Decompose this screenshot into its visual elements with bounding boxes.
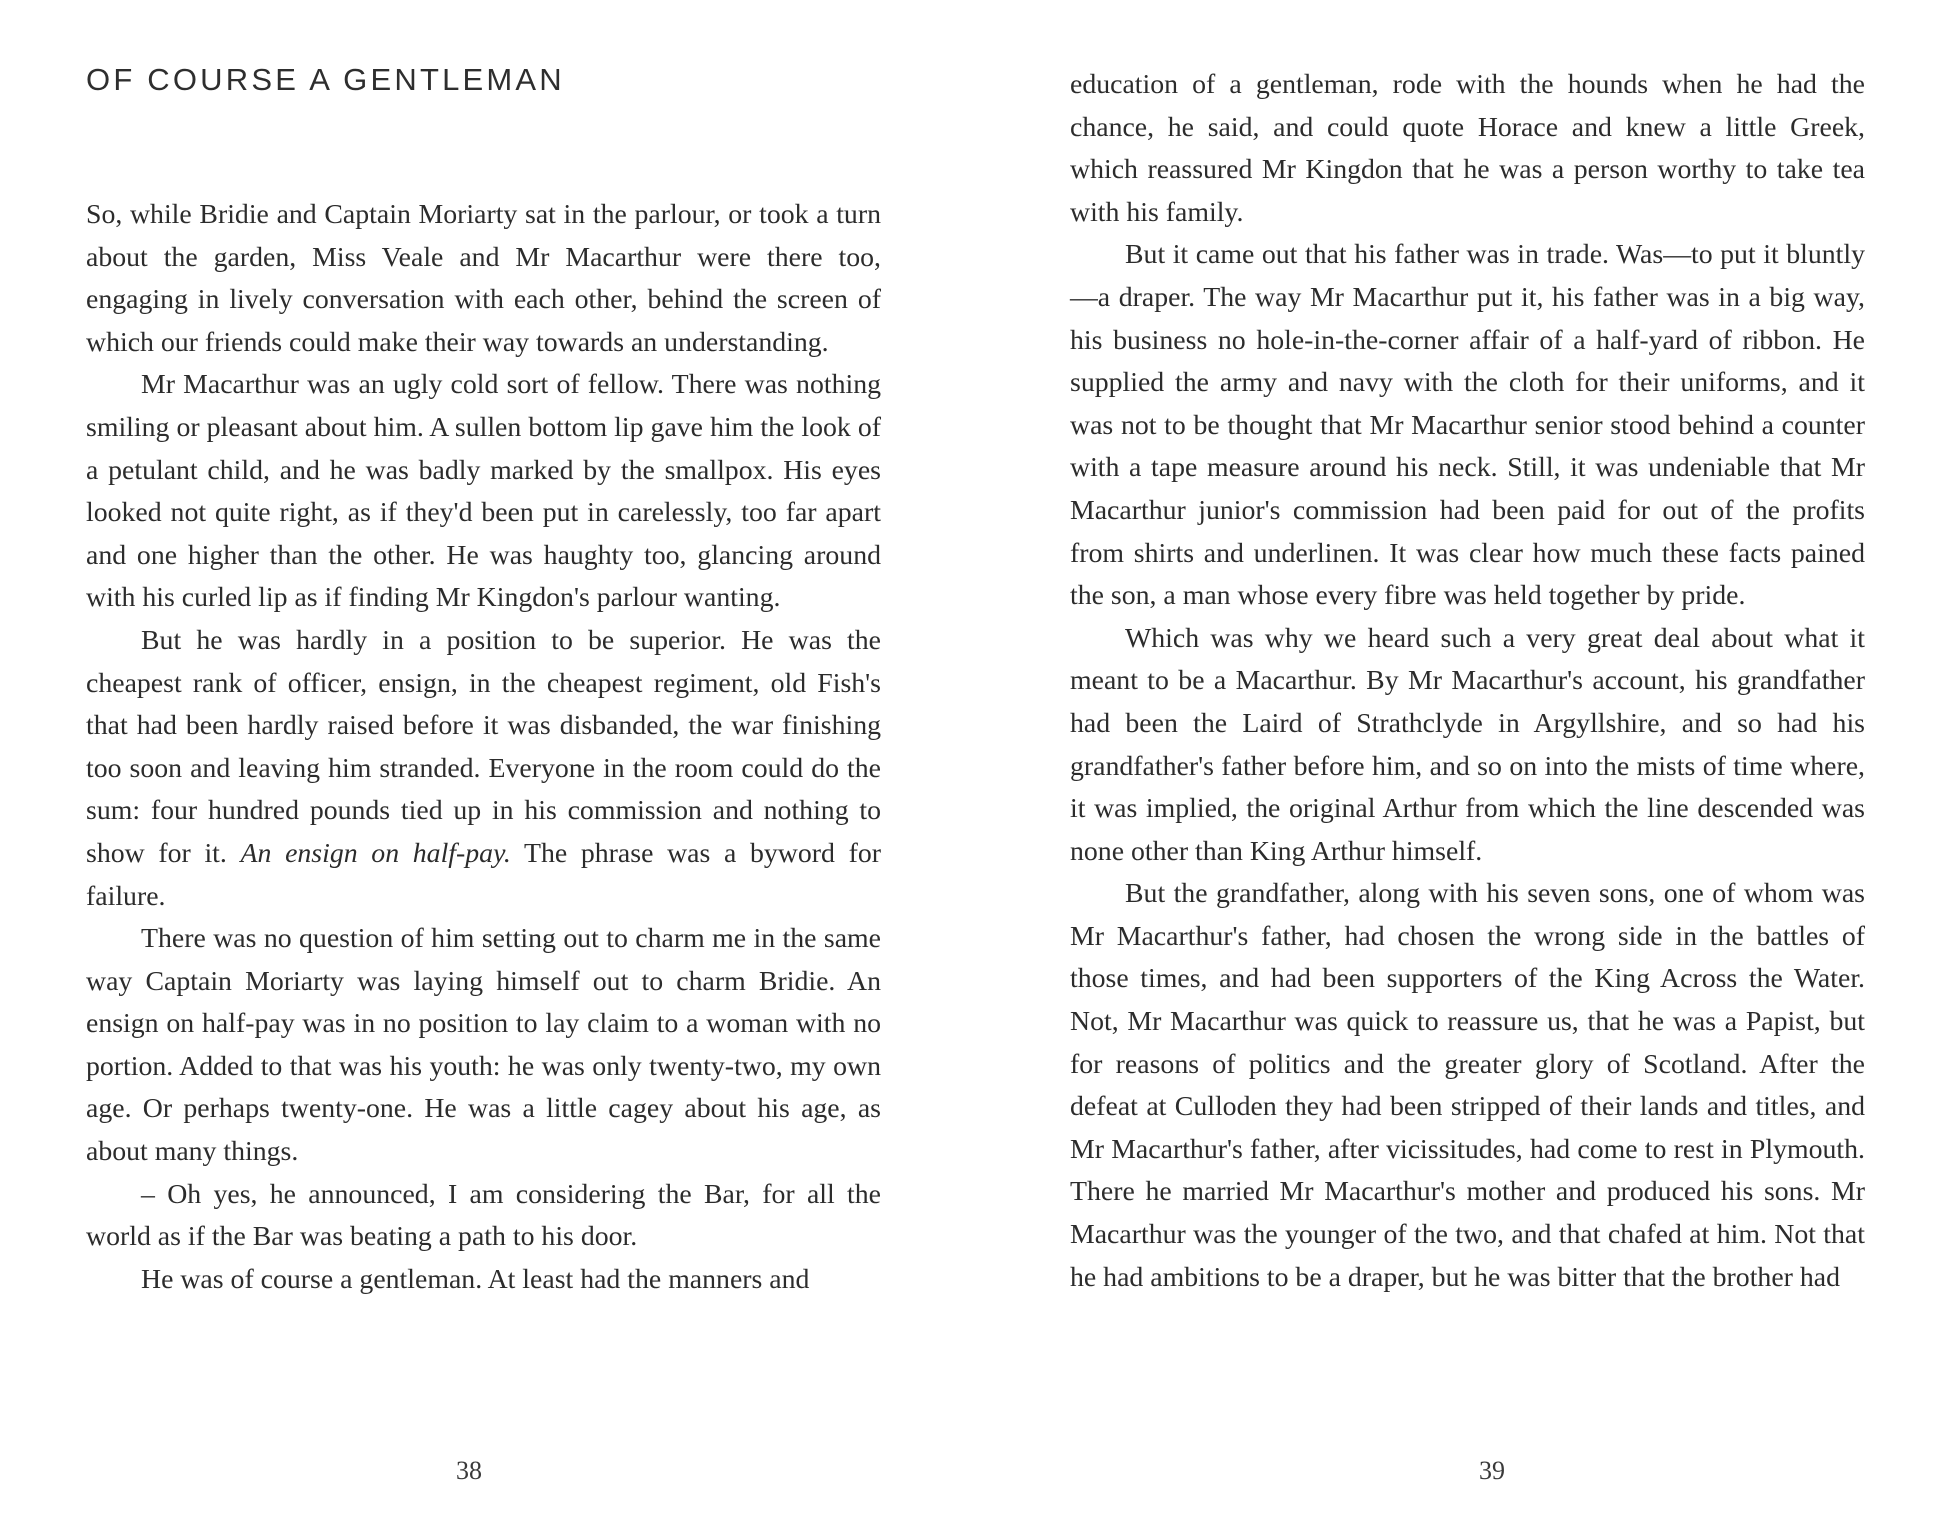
right-page-text	[1070, 64, 1865, 1299]
paragraph: Mr Macarthur was an ugly cold sort of fellow. There was nothing smiling or pleasant about him. A sullen bottom lip gave him the look of a petulant child, and he was badly marked by the smallpox. His eyes looked not quite right, as if they'd been put in carelessly, too far apart and one higher than the other. He was haughty too, glancing around with his curled lip as if finding Mr Kingdon's parlour wanting.	[86, 369, 881, 614]
paragraph-text: But he was hardly in a position to be superior. He was the cheapest rank of officer, ensign, in the cheapest regiment, old Fish's that had been hardly raised before it was disbanded, the war finishing too soon and leaving him stranded. Everyone in the room could do the sum: four hundred pounds tied up in his commission and nothing to show for it.	[86, 624, 881, 869]
paragraph: So, while Bridie and Captain Moriarty sat in the parlour, or took a turn about the garden, Miss Veale and Mr Macarthur were there too, engaging in lively conversation with each other, behind the screen of which our friends could make their way towards an understanding.	[86, 199, 881, 358]
paragraph: He was of course a gentleman. At least had the manners and	[141, 1263, 810, 1295]
running-head: OF COURSE A GENTLEMAN	[86, 62, 565, 97]
paragraph: – Oh yes, he announced, I am considering the Bar, for all the world as if the Bar was beating a path to his door.	[86, 1178, 881, 1253]
paragraph	[86, 620, 881, 918]
left-page-text	[86, 194, 881, 1301]
paragraph: But the grandfather, along with his seven sons, one of whom was Mr Macarthur's father, had chosen the wrong side in the battles of those times, and had been supporters of the King Across the Water. Not, Mr Macarthur was quick to reassure us, that he was a Papist, but for reasons of politics and the greater glory of Scotland. After the defeat at Culloden they had been stripped of their lands and titles, and Mr Macarthur's father, after vicissitudes, had come to rest in Plymouth. There he married Mr Macarthur's mother and produced his sons. Mr Macarthur was the younger of the two, and that chafed at him. Not that he had ambitions to be a draper, but he was bitter that the brother had	[1070, 878, 1865, 1293]
italic-phrase: An ensign on half-pay.	[240, 837, 511, 869]
page-number: 38	[456, 1456, 482, 1485]
paragraph-text: The phrase was a byword for failure.	[86, 837, 882, 912]
right-page	[966, 0, 1933, 1538]
paragraph: There was no question of him setting out to charm me in the same way Captain Moriarty was laying himself out to charm Bridie. An ensign on half-pay was in no position to lay claim to a woman with no portion. Added to that was his youth: he was only twenty-two, my own age. Or perhaps twenty-one. He was a little cagey about his age, as about many things.	[86, 923, 881, 1168]
paragraph: But it came out that his father was in trade. Was—to put it bluntly—a draper. The way Mr Macarthur put it, his father was in a big way, his business no hole-in-the-corner affair of a half-yard of ribbon. He supplied the army and navy with the cloth for their uniforms, and it was not to be thought that Mr Macarthur senior stood behind a counter with a tape measure around his neck. Still, it was undeniable that Mr Macarthur junior's commission had been paid for out of the profits from shirts and underlinen. It was clear how much these facts pained the son, a man whose every fibre was held together by pride.	[1070, 239, 1865, 612]
paragraph: Which was why we heard such a very great deal about what it meant to be a Macarthur. By Mr Macarthur's account, his grandfather had been the Laird of Strathclyde in Argyllshire, and so had his grandfather's father before him, and so on into the mists of time where, it was implied, the original Arthur from which the line descended was none other than King Arthur himself.	[1070, 622, 1865, 867]
paragraph: education of a gentleman, rode with the hounds when he had the chance, he said, and could quote Horace and knew a little Greek, which reassured Mr Kingdon that he was a person worthy to take tea with his family.	[1070, 69, 1865, 228]
page-number: 39	[1479, 1456, 1505, 1485]
left-page	[0, 0, 966, 1538]
